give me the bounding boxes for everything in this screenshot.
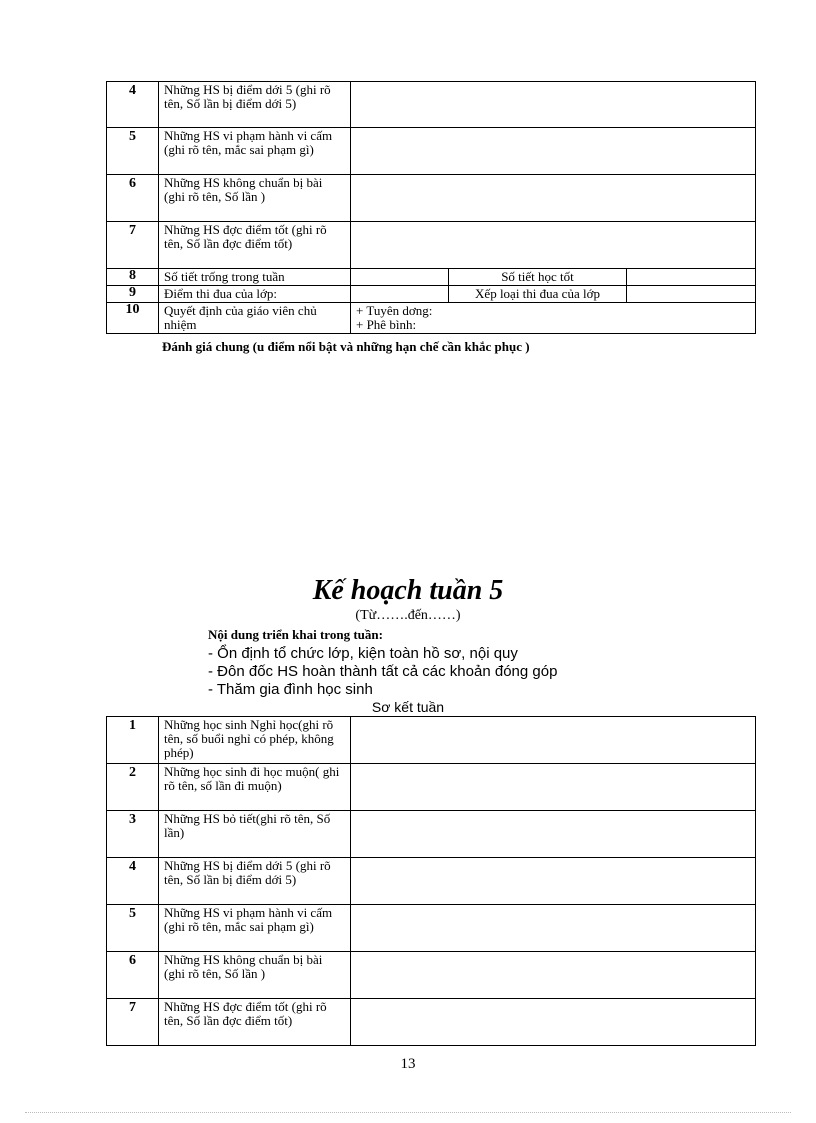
row-value-cell	[351, 999, 756, 1046]
row-label: Những học sinh Nghỉ học(ghi rõ tên, số buổi nghỉ có phép, không phép)	[159, 717, 351, 764]
table-row	[107, 286, 756, 303]
row-value-cell	[351, 811, 756, 858]
row-number: 9	[107, 286, 159, 303]
week-summary-table	[106, 716, 756, 1046]
row-right-label: Xếp loại thi đua của lớp	[449, 286, 627, 303]
table-row	[107, 717, 756, 764]
row-value-cell	[351, 286, 449, 303]
row-value-cell	[351, 222, 756, 269]
table-row	[107, 764, 756, 811]
row-number: 4	[107, 82, 159, 128]
section-heading: Sơ kết tuần	[371, 699, 445, 715]
row-label: Số tiết trống trong tuần	[159, 269, 351, 286]
criticism-line: + Phê bình:	[356, 317, 417, 332]
top-summary-table	[106, 81, 756, 334]
table-row	[107, 175, 756, 222]
plan-title: Kế hoạch tuần 5	[312, 575, 504, 606]
row-number: 5	[107, 905, 159, 952]
row-value-cell	[351, 858, 756, 905]
plan-item: - Ổn định tổ chức lớp, kiện toàn hồ sơ, nội quy	[208, 645, 518, 662]
table-row	[107, 905, 756, 952]
row-value-cell	[351, 175, 756, 222]
table-row	[107, 269, 756, 286]
plan-item: - Thăm gia đình học sinh	[208, 681, 373, 698]
row-right-value-cell	[627, 286, 756, 303]
plan-date-range: (Từ…….đến……)	[355, 608, 461, 623]
row-number: 10	[107, 303, 159, 334]
row-right-label: Số tiết học tốt	[449, 269, 627, 286]
table-row	[107, 999, 756, 1046]
row-label: Những HS bị điểm dới 5 (ghi rõ tên, Số lần bị điểm dới 5)	[159, 858, 351, 905]
table-row	[107, 858, 756, 905]
row-value-cell	[351, 905, 756, 952]
row-label: Những HS vi phạm hành vi cấm (ghi rõ tên, mắc sai phạm gì)	[159, 128, 351, 175]
row-number: 8	[107, 269, 159, 286]
row-number: 7	[107, 999, 159, 1046]
row-value-cell	[351, 82, 756, 128]
row-label: Những HS đợc điểm tốt (ghi rõ tên, Số lần đợc điểm tốt)	[159, 999, 351, 1046]
row-number: 1	[107, 717, 159, 764]
row-number: 7	[107, 222, 159, 269]
row-number: 6	[107, 175, 159, 222]
page-number: 13	[400, 1056, 416, 1072]
row-label: Điểm thi đua của lớp:	[159, 286, 351, 303]
row-value-cell	[351, 128, 756, 175]
row-label: Những HS vi phạm hành vi cấm (ghi rõ tên, mắc sai phạm gì)	[159, 905, 351, 952]
row-label: Những học sinh đi học muộn( ghi rõ tên, số lần đi muộn)	[159, 764, 351, 811]
row-right-value-cell	[627, 269, 756, 286]
row-label: Những HS đợc điểm tốt (ghi rõ tên, Số lần đợc điểm tốt)	[159, 222, 351, 269]
row-value-cell	[351, 952, 756, 999]
row-value-cell	[351, 303, 756, 334]
page-bottom-divider	[25, 1112, 791, 1113]
general-evaluation-label: Đánh giá chung (u điểm nổi bật và những hạn chế cần khắc phục )	[162, 339, 530, 354]
praise-line: + Tuyên dơng:	[356, 303, 433, 318]
row-label: Những HS bỏ tiết(ghi rõ tên, Số lần)	[159, 811, 351, 858]
row-number: 3	[107, 811, 159, 858]
plan-content-heading: Nội dung triển khai trong tuần:	[208, 627, 383, 642]
row-label: Những HS không chuẩn bị bài (ghi rõ tên, Số lần )	[159, 952, 351, 999]
row-label: Quyết định của giáo viên chủ nhiệm	[159, 303, 351, 334]
row-number: 2	[107, 764, 159, 811]
row-number: 6	[107, 952, 159, 999]
table-row	[107, 128, 756, 175]
row-value-cell	[351, 764, 756, 811]
row-label: Những HS không chuẩn bị bài (ghi rõ tên, Số lần )	[159, 175, 351, 222]
table-row	[107, 222, 756, 269]
row-value-cell	[351, 269, 449, 286]
plan-item: - Đôn đốc HS hoàn thành tất cả các khoản đóng góp	[208, 663, 558, 680]
table-row	[107, 811, 756, 858]
table-row	[107, 952, 756, 999]
table-row	[107, 303, 756, 334]
row-value-cell	[351, 717, 756, 764]
row-label: Những HS bị điểm dới 5 (ghi rõ tên, Số lần bị điểm dới 5)	[159, 82, 351, 128]
row-number: 4	[107, 858, 159, 905]
table-row	[107, 82, 756, 128]
row-number: 5	[107, 128, 159, 175]
